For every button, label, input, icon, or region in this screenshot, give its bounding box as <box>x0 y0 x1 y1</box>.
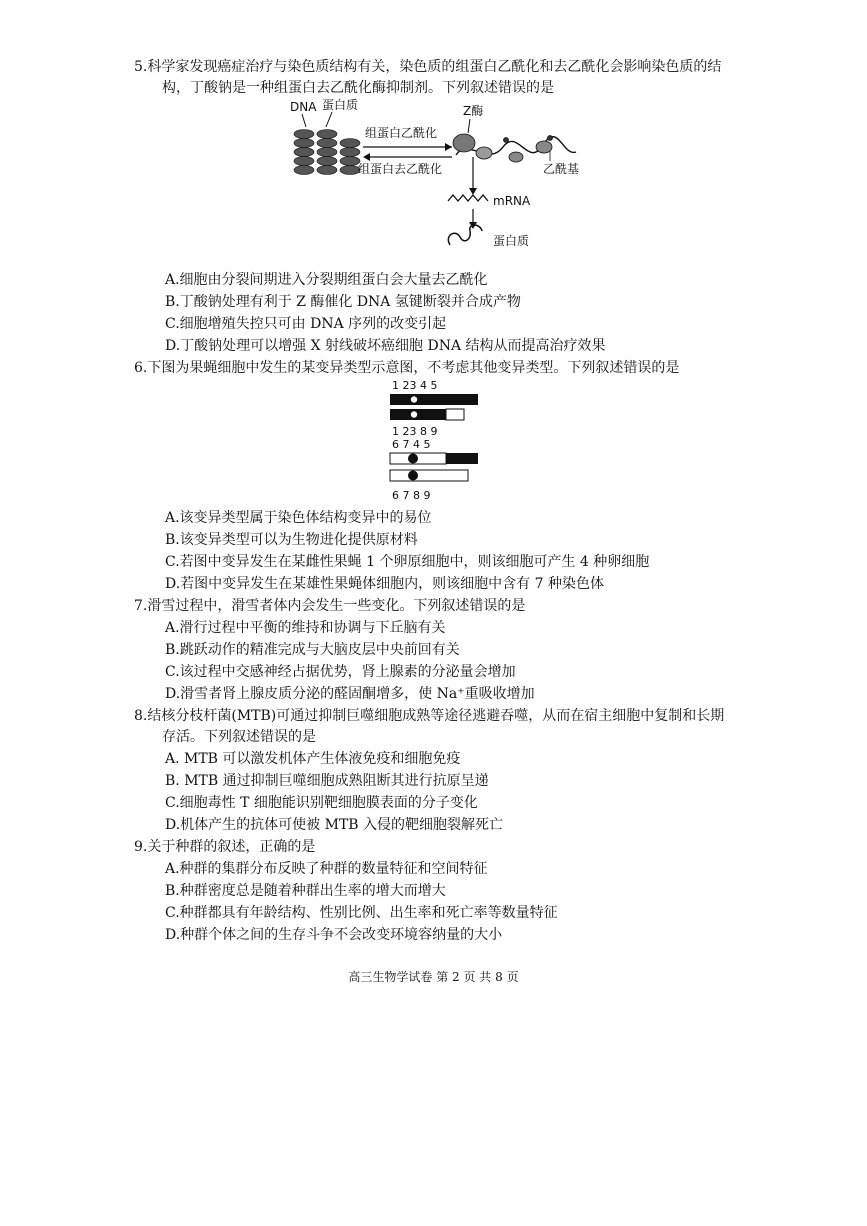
dna-label: DNA <box>290 100 317 114</box>
q7-option-b: B.跳跃动作的精准完成与大脑皮层中央前回有关 <box>165 642 460 658</box>
q9-option-b: B.种群密度总是随着种群出生率的增大而增大 <box>165 883 446 899</box>
page-footer: 高三生物学试卷 第 2 页 共 8 页 <box>348 970 519 984</box>
q6-option-c: C.若图中变异发生在某雌性果蝇 1 个卵原细胞中，则该细胞可产生 4 种卵细胞 <box>165 554 650 570</box>
q7-option-d: D.滑雪者肾上腺皮质分泌的醛固酮增多，使 Na⁺重吸收增加 <box>165 686 535 702</box>
q5-option-d: D.丁酸钠处理可以增强 X 射线破坏癌细胞 DNA 结构从而提高治疗效果 <box>165 338 606 354</box>
q8-option-a: A. MTB 可以激发机体产生体液免疫和细胞免疫 <box>165 751 461 767</box>
q7-option-a: A.滑行过程中平衡的维持和协调与下丘脑有关 <box>165 620 446 636</box>
q5-option-b: B.丁酸钠处理有利于 Z 酶催化 DNA 氢键断裂并合成产物 <box>165 294 521 310</box>
q9-stem: 9.关于种群的叙述，正确的是 <box>134 839 316 855</box>
protein-label-bottom: 蛋白质 <box>493 234 530 248</box>
q6-option-b: B.该变异类型可以为生物进化提供原材料 <box>165 532 418 548</box>
q6-option-a: A.该变异类型属于染色体结构变异中的易位 <box>165 510 432 526</box>
q8-option-d: D.机体产生的抗体可使被 MTB 入侵的靶细胞裂解死亡 <box>165 817 504 833</box>
chromosome-2-dark-part <box>390 409 446 420</box>
acetylation-label: 组蛋白乙酰化 <box>365 126 438 140</box>
chromosome-1 <box>390 394 478 405</box>
chromosome-3-dark-part <box>446 453 478 464</box>
condensed-chromatin <box>294 130 360 175</box>
q8-option-c: C.细胞毒性 T 细胞能识别靶细胞膜表面的分子变化 <box>165 795 478 811</box>
z-enzyme-label: Z酶 <box>463 104 484 118</box>
q5-stem-line1: 5.科学家发现癌症治疗与染色质结构有关，染色质的组蛋白乙酰化和去乙酰化会影响染色质的结 <box>134 59 722 75</box>
centromere-3 <box>408 454 418 464</box>
q9-option-d: D.种群个体之间的生存斗争不会改变环境容纳量的大小 <box>165 927 503 943</box>
q6-stem: 6.下图为果蝇细胞中发生的某变异类型示意图，不考虑其他变异类型。下列叙述错误的是 <box>134 360 680 376</box>
chromosome-2-light-part <box>446 409 464 420</box>
open-chromatin <box>453 134 576 162</box>
deacetylation-label: 组蛋白去乙酰化 <box>358 162 443 176</box>
chromatin-acetylation-diagram <box>288 97 588 252</box>
mrna-wave <box>448 195 488 201</box>
q8-option-b: B. MTB 通过抑制巨噬细胞成熟阻断其进行抗原呈递 <box>165 773 489 789</box>
q7-option-c: C.该过程中交感神经占据优势，肾上腺素的分泌量会增加 <box>165 664 516 680</box>
mrna-label: mRNA <box>493 194 531 208</box>
acetyl-group-label: 乙酰基 <box>543 162 580 176</box>
q8-stem-line1: 8.结核分枝杆菌(MTB)可通过抑制巨噬细胞成熟等途径逃避吞噬，从而在宿主细胞中复制和长期 <box>134 708 725 724</box>
q9-option-c: C.种群都具有年龄结构、性别比例、出生率和死亡率等数量特征 <box>165 905 558 921</box>
q7-stem: 7.滑雪过程中，滑雪者体内会发生一些变化。下列叙述错误的是 <box>134 598 526 614</box>
chromosome-translocation-diagram <box>388 378 488 503</box>
protein-label-top: 蛋白质 <box>322 98 359 112</box>
q8-stem-line2: 存活。下列叙述错误的是 <box>162 729 316 745</box>
q5-option-c: C.细胞增殖失控只可由 DNA 序列的改变引起 <box>165 316 447 332</box>
chromosome-labels-row1: 1 23 4 5 <box>392 379 438 392</box>
q5-stem-line2: 构，丁酸钠是一种组蛋白去乙酰化酶抑制剂。下列叙述错误的是 <box>162 80 554 96</box>
chromosome-4 <box>390 470 468 481</box>
centromere-2 <box>411 411 417 417</box>
protein-coil <box>448 225 482 245</box>
centromere-4 <box>408 471 418 481</box>
q5-option-a: A.细胞由分裂间期进入分裂期组蛋白会大量去乙酰化 <box>165 272 488 288</box>
chromosome-labels-row4: 6 7 8 9 <box>392 489 431 502</box>
q6-option-d: D.若图中变异发生在某雄性果蝇体细胞内，则该细胞中含有 7 种染色体 <box>165 576 604 592</box>
q9-option-a: A.种群的集群分布反映了种群的数量特征和空间特征 <box>165 861 488 877</box>
centromere-1 <box>411 396 417 402</box>
chromosome-labels-row3: 6 7 4 5 <box>392 438 431 451</box>
chromosome-labels-row2: 1 23 8 9 <box>392 425 438 438</box>
